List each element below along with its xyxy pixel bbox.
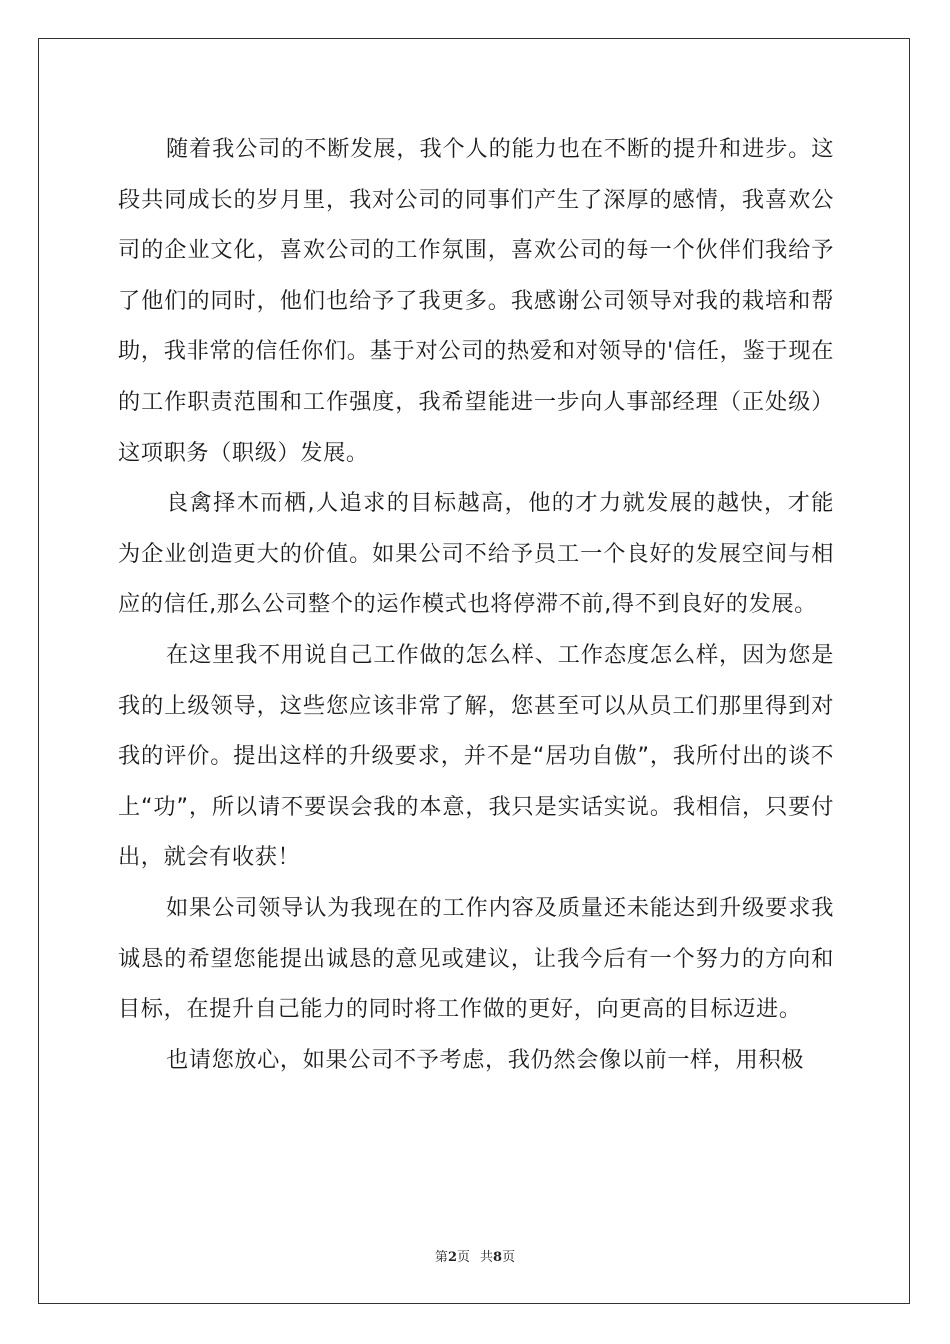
page-footer xyxy=(0,1250,950,1266)
page-suffix: 页 xyxy=(456,1250,470,1265)
total-suffix: 页 xyxy=(502,1250,516,1265)
document-body xyxy=(118,124,834,1085)
page-current-number: 2 xyxy=(447,1250,457,1265)
paragraph-goal: 良禽择木而栖,人追求的目标越高，他的才力就发展的越快，才能为企业创造更大的价值。如果公司不给予员工一个良好的发展空间与相应的信任,那么公司整个的运作模式也将停滞不前,得不到良好的发展。 xyxy=(118,490,834,618)
paragraph-evaluation: 在这里我不用说自己工作做的怎么样、工作态度怎么样，因为您是我的上级领导，这些您应该非常了解，您甚至可以从员工们那里得到对我的评价。提出这样的升级要求，并不是“居功自傲”，我所付出的谈不上“功”，所以请不要误会我的本意，我只是实话实说。我相信，只要付出，就会有收获！ xyxy=(118,641,834,871)
paragraph-growth: 随着我公司的不断发展，我个人的能力也在不断的提升和进步。这段共同成长的岁月里，我对公司的同事们产生了深厚的感情，我喜欢公司的企业文化，喜欢公司的工作氛围，喜欢公司的每一个伙伴们我给予了他们的同时，他们也给予了我更多。我感谢公司领导对我的栽培和帮助，我非常的信任你们。基于对公司的热爱和对领导的'信任，鉴于现在的工作职责范围和工作强度，我希望能进一步向人事部经理（正处级）这项职务（职级）发展。 xyxy=(118,136,834,466)
total-prefix: 共 xyxy=(480,1250,494,1265)
paragraph-feedback-request: 如果公司领导认为我现在的工作内容及质量还未能达到升级要求我诚恳的希望您能提出诚恳的意见或建议，让我今后有一个努力的方向和目标，在提升自己能力的同时将工作做的更好，向更高的目标迈进。 xyxy=(118,894,834,1023)
paragraph-reassurance: 也请您放心，如果公司不予考虑，我仍然会像以前一样，用积极 xyxy=(166,1046,805,1073)
page-total-number: 8 xyxy=(493,1250,503,1265)
page-prefix: 第 xyxy=(434,1250,448,1265)
